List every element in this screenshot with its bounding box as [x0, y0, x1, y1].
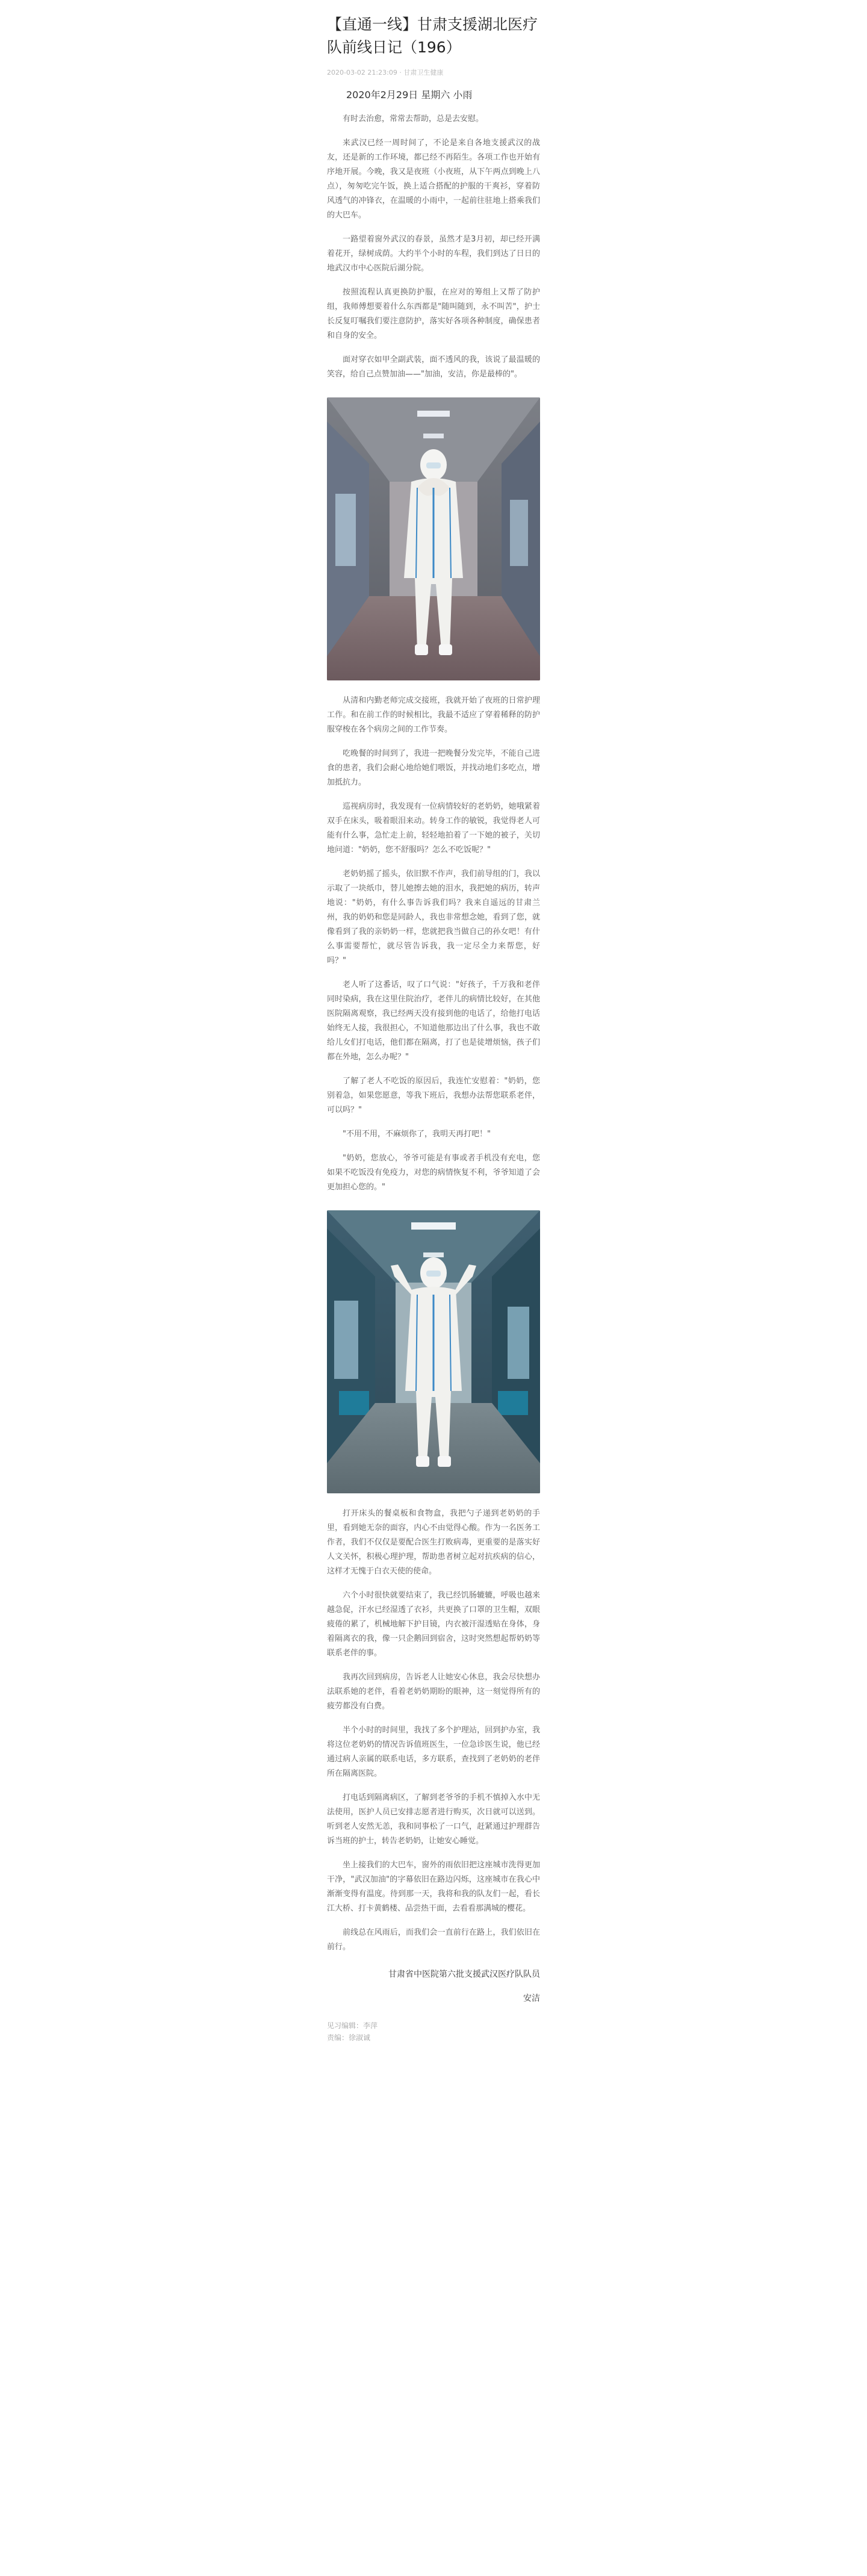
paragraph: 来武汉已经一周时间了，不论是来自各地支援武汉的战友，还是新的工作环境，都已经不再陌生。各项工作也开始有序地开展。今晚，我又是夜班（小夜班，从下午两点到晚上八点），匆匆吃完午饭，换上适合搭配的护服的干爽衫，穿着防风透气的冲锋衣，在温暖的小雨中，一起前往驻地上搭乘我们的大巴车。	[327, 138, 540, 220]
paragraph: 巡视病房时，我发现有一位病情较好的老奶奶，她哦紧着双手在床头，吸着眼泪来动。转身工作的敏锐，我觉得老人可能有什么事，急忙走上前，轻轻地拍着了一下她的被子，关切地问道："奶奶，您不舒服吗？怎么不吃饭呢？"	[327, 802, 540, 854]
paragraph: 老奶奶摇了摇头，依旧默不作声，我们前导组的门，我以示取了一块纸巾，替儿她擦去她的泪水，我把她的病历，转声地说："奶奶，有什么事告诉我们吗？我来自遥远的甘肃兰州，我的奶奶和您是同龄人，我也非常想念她，看到了您，就像看到了我的亲奶奶一样，您就把我当做自己的孙女吧！有什么事需要帮忙，就尽管告诉我，我一定尽全力来帮您，好吗？"	[327, 870, 540, 965]
paragraph: "不用不用，不麻烦你了，我明天再打吧！"	[343, 1130, 491, 1139]
paragraph: 我再次回到病房，告诉老人让她安心休息，我会尽快想办法联系她的老伴，看着老奶奶期盼的眼神，这一刻觉得所有的疲劳都没有白费。	[327, 1673, 540, 1711]
article-dateline: 2020年2月29日 星期六 小雨	[346, 89, 473, 101]
author-signature: 安洁	[523, 1994, 540, 2003]
paragraph: 坐上接我们的大巴车，窗外的雨依旧把这座城市洗得更加干净，"武汉加油"的字幕依旧在路边闪烁，这座城市在我心中渐渐变得有温度。待到那一天，我将和我的队友们一起，看长江大桥、打卡黄鹤楼、品尝热干面，去看看那满城的樱花。	[327, 1861, 540, 1913]
paragraph-group-a	[327, 136, 540, 382]
paragraph: 六个小时很快就要结束了，我已经饥肠辘辘，呼吸也越来越急促，汗水已经湿透了衣衫，共更换了口罩的卫生帽，双眼疲倦的累了，机械地解下护目镜，内衣被汗湿透贴在身体，身着隔离衣的我，像一只企鹅回到宿舍，这时突然想起帮奶奶等联系老伴的事。	[327, 1591, 540, 1658]
reviewer-credit: 责编：徐淑诚	[327, 2033, 371, 2042]
article-footer	[327, 2020, 540, 2044]
article-meta: 2020-03-02 21:23:09 · 甘肃卫生健康	[327, 69, 444, 76]
article-intro: 有时去治愈，常常去帮助，总是去安慰。	[343, 114, 484, 123]
paragraph: 半个小时的时间里，我找了多个护理站，回到护办室，我将这位老奶奶的情况告诉值班医生，一位急诊医生说，他已经通过病人亲属的联系电话，多方联系，查找到了老奶奶的老伴所在隔离医院。	[327, 1726, 540, 1778]
paragraph-group-b	[327, 694, 540, 1195]
editor-credit: 见习编辑：李萍	[327, 2021, 378, 2030]
paragraph: 从清和内勤老师完成交接班，我就开始了夜班的日常护理工作。和在前工作的时候相比，我最不适应了穿着稀释的防护服穿梭在各个病房之间的工作节奏。	[327, 696, 540, 734]
paragraph: 面对穿衣如甲全副武装，面不透风的我，该说了最温暖的笑容，给自己点赞加油——"加油，安洁，你是最棒的"。	[327, 355, 540, 379]
paragraph: 一路望着窗外武汉的春景，虽然才是3月初，却已经开满着花开，绿树成荫。大约半个小时的车程，我们到达了日日的地武汉市中心医院后湖分院。	[327, 235, 540, 273]
paragraph: 吃晚餐的时间到了，我进一把晚餐分发完毕，不能自己进食的患者，我们会耐心地给她们喂饭，并找动地们多吃点，增加抵抗力。	[327, 749, 540, 787]
paragraph: 老人听了这番话，叹了口气说："好孩子，千万我和老伴同时染病，我在这里住院治疗，老伴儿的病情比较好，在其他医院隔离观察，我已经两天没有接到他的电话了，给他打电话始终无人接，我很担心，不知道他那边出了什么事，我也不敢给儿女们打电话，他们都在隔离，打了也是徒增烦恼，孩子们都在外地，怎么办呢？"	[327, 980, 540, 1062]
article	[327, 0, 540, 2044]
paragraph-group-c	[327, 1507, 540, 1955]
paragraph: 打电话到隔离病区，了解到老爷爷的手机不慎掉入水中无法使用，医护人员已安排志愿者进行购买，次日就可以送到。听到老人安然无恙，我和同事松了一口气，赶紧通过护理群告诉当班的护士，转告老奶奶，让她安心睡觉。	[327, 1793, 540, 1846]
article-title: 【直通一线】甘肃支援湖北医疗队前线日记（196）	[327, 16, 538, 56]
nurse-thumbs-up-photo	[327, 1210, 540, 1493]
paragraph: 前线总在风雨后，而我们会一直前行在路上，我们依旧在前行。	[327, 1928, 540, 1952]
paragraph: 了解了老人不吃饭的原因后，我连忙安慰着："奶奶，您别着急，如果您愿意，等我下班后，我想办法帮您联系老伴，可以吗？"	[327, 1077, 540, 1115]
paragraph: 按照流程认真更换防护服，在应对的筹组上又帮了防护组，我师傅想要着什么东西都是"随叫随到，永不叫苦"，护士长反复叮嘱我们要注意防护，落实好各项各种制度，确保患者和自身的安全。	[327, 288, 540, 340]
author-affiliation: 甘肃省中医院第六批支援武汉医疗队队员	[388, 1970, 540, 1979]
paragraph: 打开床头的餐桌板和食物盒，我把勺子递到老奶奶的手里，看到她无奈的面容，内心不由觉得心酸。作为一名医务工作者，我们不仅仅是要配合医生打败病毒，更重要的是落实好人文关怀，积极心理护理，帮助患者树立起对抗疾病的信心，这样才无愧于白衣天使的使命。	[327, 1509, 540, 1576]
paragraph: "奶奶，您放心，爷爷可能是有事或者手机没有充电，您如果不吃饭没有免疫力，对您的病情恢复不利，爷爷知道了会更加担心您的。"	[327, 1154, 540, 1192]
nurse-heart-gesture-photo	[327, 397, 540, 680]
